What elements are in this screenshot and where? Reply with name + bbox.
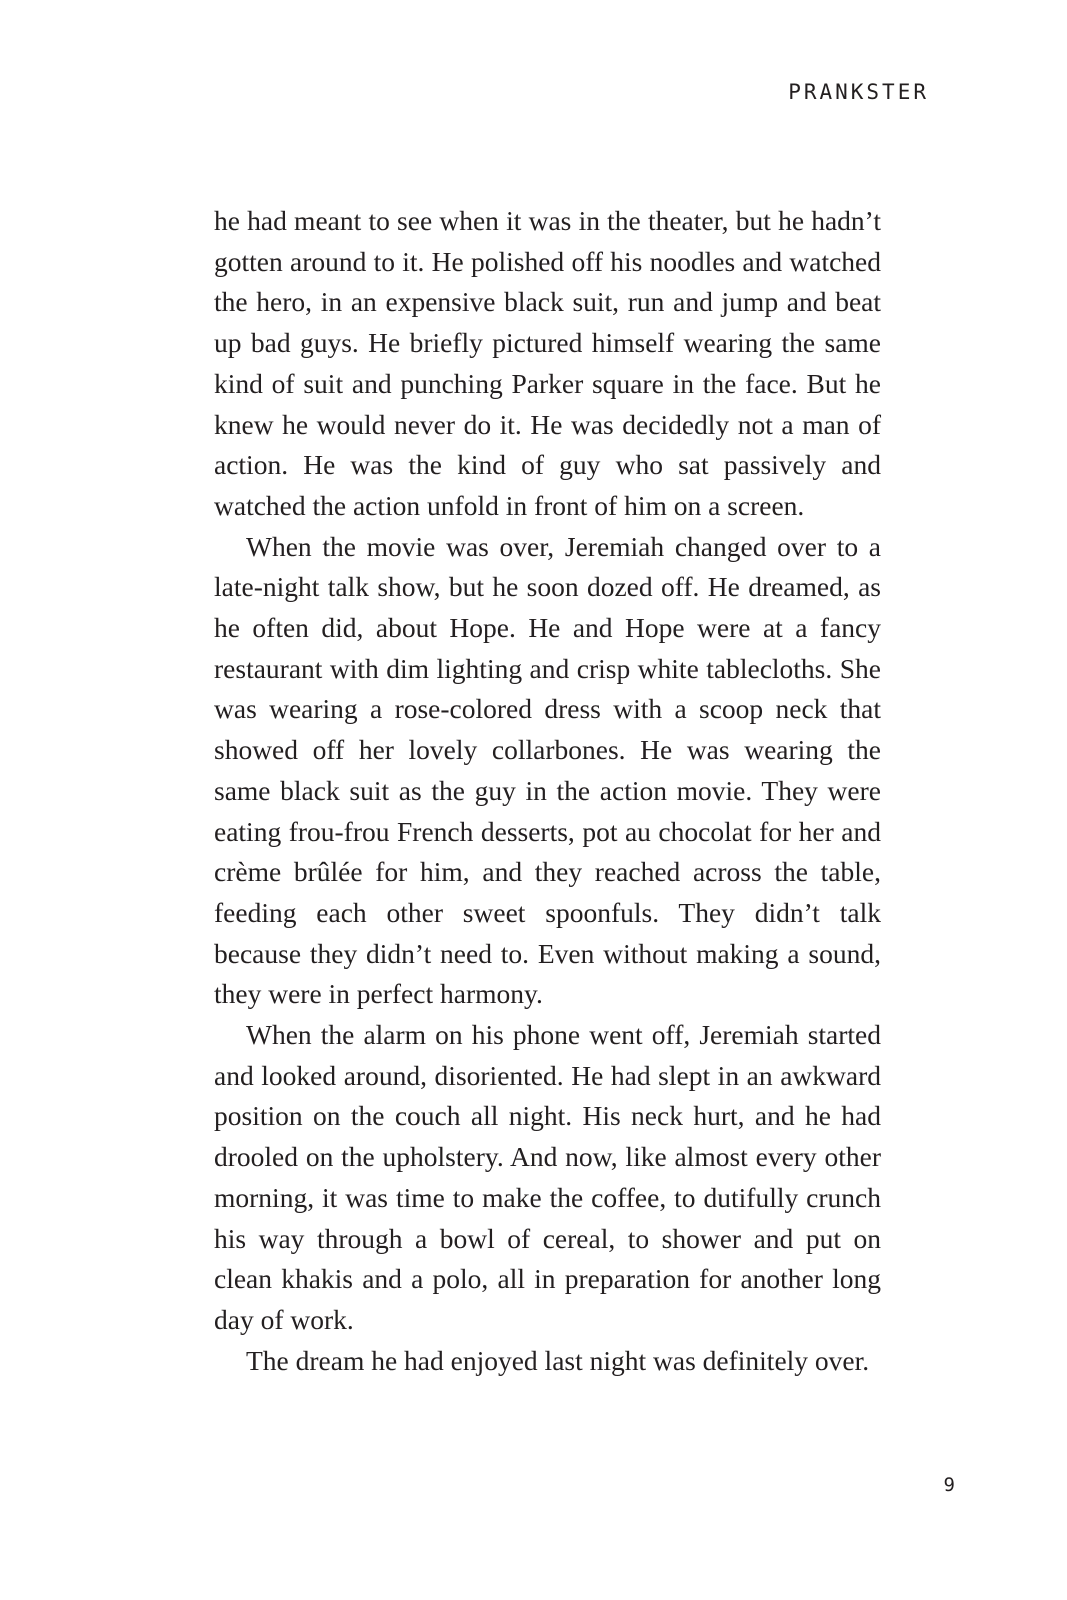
- paragraph: The dream he had enjoyed last night was definitely over.: [246, 1344, 870, 1376]
- body-text: [214, 201, 881, 1381]
- paragraph: When the movie was over, Jeremiah changed over to a late-night talk show, but he soon dozed off. He dreamed, as he often did, about Hope. He and Hope were at a fancy restaurant with dim lighting and crisp white tablecloths. She was wearing a rose-colored dress with a scoop neck that showed off her lovely collarbones. He was wearing the same black suit as the guy in the action movie. They were eating frou-frou French desserts, pot au chocolat for her and crème brûlée for him, and they reached across the table, feeding each other sweet spoonfuls. They didn’t talk because they didn’t need to. Even without making a sound, they were in perfect harmony.: [214, 530, 881, 1010]
- page-number: 9: [943, 1474, 955, 1496]
- running-head: PRANKSTER: [788, 80, 929, 104]
- paragraph: When the alarm on his phone went off, Jeremiah started and looked around, disoriented. He had slept in an awkward position on the couch all night. His neck hurt, and he had drooled on the upholstery. And now, like almost every other morning, it was time to make the coffee, to dutifully crunch his way through a bowl of cereal, to shower and put on clean khakis and a polo, all in preparation for another long day of work.: [214, 1019, 881, 1335]
- paragraph: he had meant to see when it was in the theater, but he hadn’t gotten around to it. He polished off his noodles and watched the hero, in an expensive black suit, run and jump and beat up bad guys. He briefly pictured himself wearing the same kind of suit and punching Parker square in the face. But he knew he would never do it. He was decidedly not a man of action. He was the kind of guy who sat passively and watched the action unfold in front of him on a screen.: [214, 205, 881, 521]
